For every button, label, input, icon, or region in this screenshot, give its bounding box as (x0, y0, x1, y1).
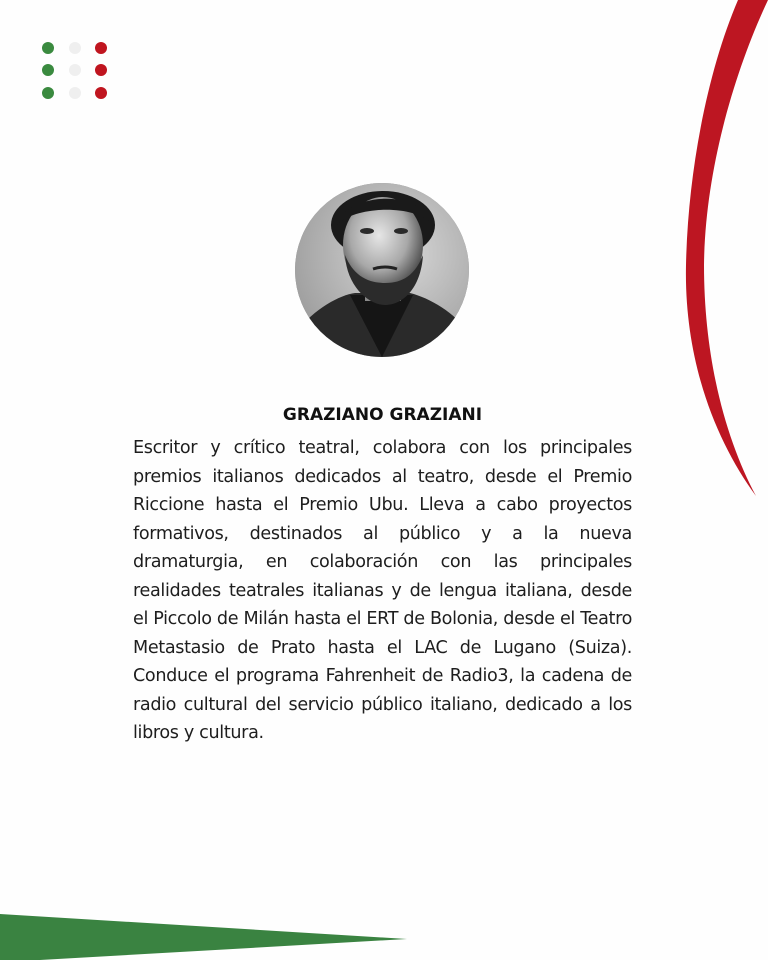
green-wedge (0, 914, 407, 960)
green-dot (42, 87, 54, 99)
flag-dot-grid (42, 42, 112, 102)
white-dot (69, 87, 81, 99)
red-dot (95, 64, 107, 76)
green-dot (42, 64, 54, 76)
green-dot (42, 42, 54, 54)
red-crescent-arc (686, 0, 768, 496)
person-name: GRAZIANO GRAZIANI (282, 405, 483, 425)
red-dot (95, 87, 107, 99)
white-dot (69, 64, 81, 76)
red-dot (95, 42, 107, 54)
white-dot (69, 42, 81, 54)
portrait-image (295, 183, 469, 357)
person-bio: Escritor y crítico teatral, colabora con los principales premios italianos dedicados al teatro, desde el Premio Riccione hasta el Premio Ubu. Lleva a cabo proyectos formativos, destinados al público y a la nueva dramaturgia, en colaboración con las principales realidades teatrales italianas y de lengua italiana, desde el Piccolo de Milán hasta el ERT de Bolonia, desde el Teatro Metastasio de Prato hasta el LAC de Lugano (Suiza). Conduce el programa Fahrenheit de Radio3, la cadena de radio cultural del servicio público italiano, dedicado a los libros y cultura. (133, 438, 632, 743)
portrait-photo (295, 183, 469, 357)
